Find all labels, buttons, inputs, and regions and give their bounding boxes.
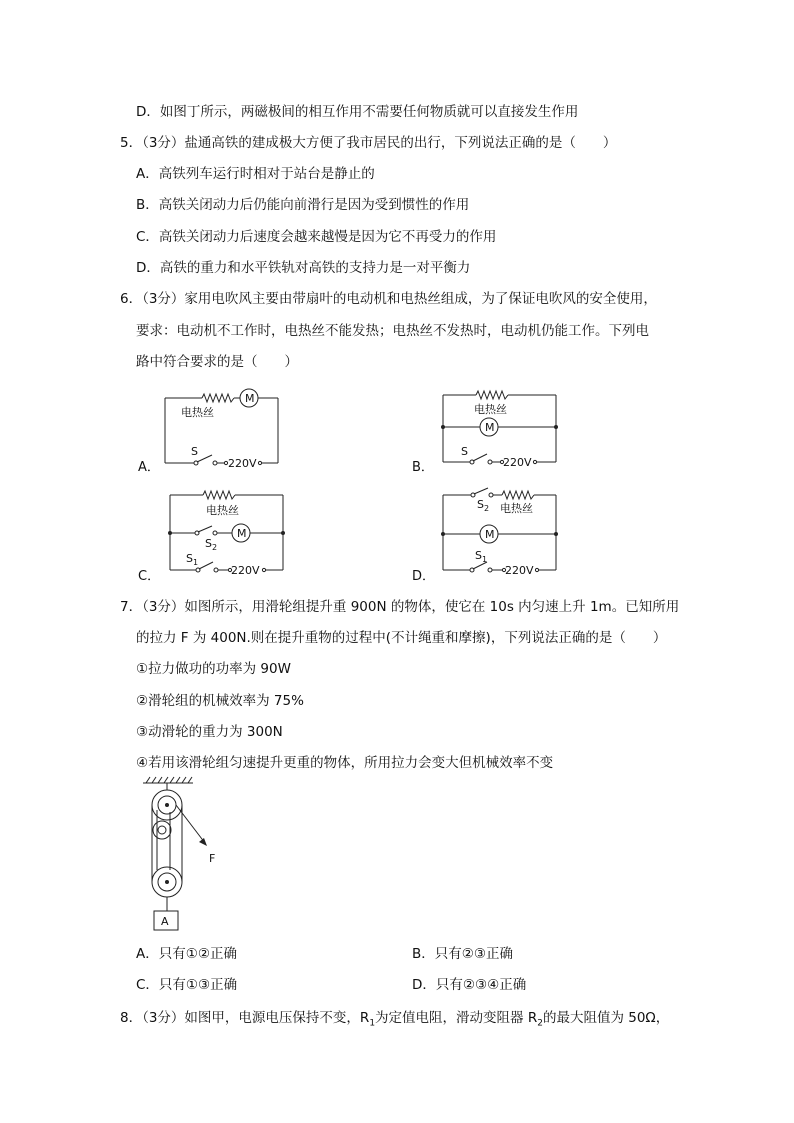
motor-label: M: [237, 527, 247, 540]
force-label: F: [209, 852, 216, 865]
q8-stem-mid: 为定值电阻，滑动变阻器 R: [375, 1010, 538, 1026]
q7-statement-1: ①拉力做功的功率为 90W: [136, 661, 291, 677]
voltage-label: 220V: [503, 456, 532, 469]
q7-statement-2: ②滑轮组的机械效率为 75%: [136, 693, 304, 709]
q5-stem: 5．（3分）盐通高铁的建成极大方便了我市居民的出行，下列说法正确的是（ ）: [120, 135, 617, 151]
switch1-label: $S_1$: [475, 549, 488, 564]
ceiling-hatch: [146, 777, 192, 783]
switch-label: S: [461, 445, 468, 458]
q8-stem: [120, 1009, 669, 1033]
q6-stem-line1: 6．（3分）家用电吹风主要由带扇叶的电动机和电热丝组成，为了保证电吹风的安全使用，: [120, 291, 657, 307]
q8-stem-pre: 8．（3分）如图甲，电源电压保持不变，R: [120, 1010, 370, 1026]
q7-stem-line2: 的拉力 F 为 400N.则在提升重物的过程中(不计绳重和摩擦)，下列说法正确的是（ ）: [136, 630, 667, 646]
q7-option-a: A．只有①②正确: [136, 946, 237, 962]
q7-option-c: C．只有①③正确: [136, 977, 238, 993]
q8-stem-post: 的最大阻值为 50Ω，: [542, 1010, 670, 1026]
switch2-label: $S_2$: [477, 498, 490, 513]
motor-label: M: [245, 392, 255, 405]
switch1-label: $S_1$: [186, 552, 199, 567]
voltage-label: 220V: [231, 564, 260, 577]
q7-statement-4: ④若用该滑轮组匀速提升更重的物体，所用拉力会变大但机械效率不变: [136, 755, 554, 771]
q4-option-d: D．如图丁所示，两磁极间的相互作用不需要任何物质就可以直接发生作用: [136, 104, 579, 120]
q5-option-d: D．高铁的重力和水平铁轨对高铁的支持力是一对平衡力: [136, 260, 471, 276]
voltage-label: 220V: [228, 457, 257, 470]
q6-stem-line3: 路中符合要求的是（ ）: [136, 354, 298, 370]
q6-choice-a-label: A．: [138, 460, 160, 475]
q6-choice-c-label: C．: [138, 569, 161, 584]
q7-stem-line1: 7．（3分）如图所示，用滑轮组提升重 900N 的物体，使它在 10s 内匀速上升 1m。已知所用: [120, 599, 680, 615]
q7-statement-3: ③动滑轮的重力为 300N: [136, 724, 283, 740]
q6-choice-d-label: D．: [412, 569, 436, 584]
q8-sub-1: 1: [369, 1018, 376, 1029]
q6-choice-b-label: B．: [412, 460, 434, 475]
q7-option-d: D．只有②③④正确: [412, 977, 527, 993]
switch2-label: $S_2$: [205, 537, 218, 552]
voltage-label: 220V: [505, 564, 534, 577]
q5-option-a: A．高铁列车运行时相对于站台是静止的: [136, 166, 375, 182]
motor-label: M: [485, 528, 495, 541]
heater-label: 电热丝: [474, 403, 507, 416]
small-pulley: [153, 821, 171, 839]
pull-rope: [176, 805, 205, 843]
q5-option-b: B．高铁关闭动力后仍能向前滑行是因为受到惯性的作用: [136, 197, 470, 213]
heater-label: 电热丝: [181, 406, 214, 419]
q7-option-b: B．只有②③正确: [412, 946, 513, 962]
block-label: A: [161, 915, 169, 928]
q6-stem-line2: 要求：电动机不工作时，电热丝不能发热；电热丝不发热时，电动机仍能工作。下列电: [136, 323, 649, 339]
q8-sub-2: 2: [537, 1018, 543, 1029]
heater-label: 电热丝: [500, 502, 533, 515]
switch-label: S: [191, 445, 198, 458]
force-arrow-icon: [199, 838, 207, 846]
q5-option-c: C．高铁关闭动力后速度会越来越慢是因为它不再受力的作用: [136, 229, 497, 245]
heater-label: 电热丝: [206, 504, 239, 517]
motor-label: M: [485, 421, 495, 434]
